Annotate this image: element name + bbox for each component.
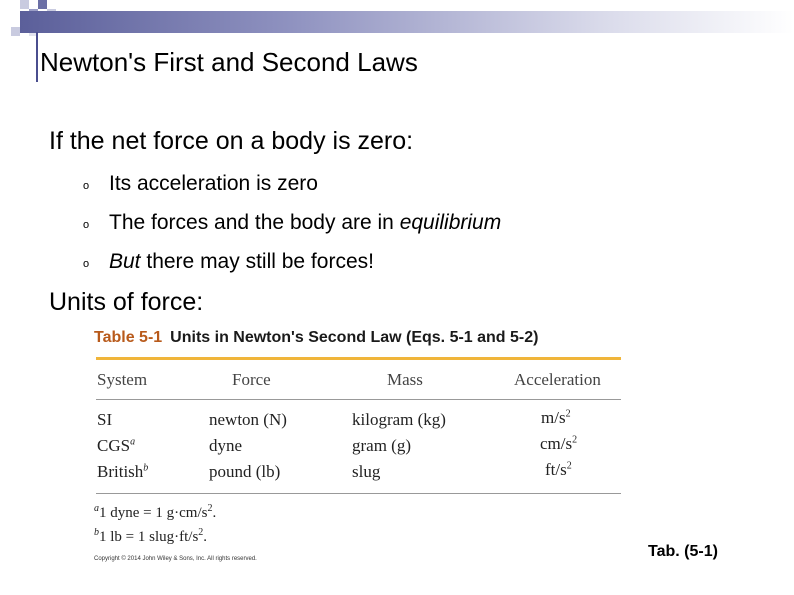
column-header: System (97, 370, 148, 389)
table-cell: SI (97, 410, 113, 429)
table-cell: $ft/s^2$ (545, 460, 572, 479)
table-label: Table 5-1 (94, 329, 163, 346)
table-bottom-rule (96, 493, 621, 494)
table-cell: $cm/s^2$ (540, 434, 578, 453)
table-footnote: $^a$1 dyne = 1 $g\cdot cm/s^2$. (94, 503, 217, 521)
bullet-text: Its acceleration is zero (109, 172, 318, 195)
table-header-rule (96, 399, 621, 400)
bullet-text: The forces and the body are in equilibrium (109, 211, 502, 234)
table-footnote: $^b$1 lb = 1 $slug\cdot ft/s^2$. (94, 527, 208, 545)
bullet-marker: o (83, 180, 90, 192)
copyright-notice: Copyright © 2014 John Wiley & Sons, Inc. All rights reserved. (94, 556, 257, 562)
table-title (94, 329, 538, 347)
bullet-marker: o (83, 258, 90, 270)
heading-net-force: If the net force on a body is zero: (49, 127, 414, 155)
bullet-text: But there may still be forces! (109, 250, 374, 273)
title-bar-decoration (20, 11, 794, 33)
table-cell: CGS$^a$ (97, 436, 136, 455)
bullet-marker: o (83, 219, 90, 231)
column-header: Force (232, 370, 271, 389)
slide-title: Newton's First and Second Laws (40, 47, 418, 77)
table-reference: Tab. (5-1) (648, 543, 718, 560)
table-cell: dyne (209, 436, 243, 455)
table-cell: $m/s^2$ (541, 408, 571, 427)
column-header: Mass (387, 370, 423, 389)
table-cell: pound (lb) (209, 462, 281, 481)
table-cell: kilogram (kg) (352, 410, 446, 429)
title-accent-line (36, 32, 38, 82)
table-top-rule (96, 357, 621, 360)
heading-units-of-force: Units of force: (49, 288, 204, 316)
column-header: Acceleration (514, 370, 601, 389)
table-cell: gram (g) (352, 436, 412, 455)
table-cell: slug (352, 462, 381, 481)
table-cell: newton (N) (209, 410, 287, 429)
table-cell: British$^b$ (97, 462, 149, 481)
units-table (94, 325, 624, 570)
table-caption: Units in Newton's Second Law (Eqs. 5-1 and 5-2) (170, 329, 539, 346)
